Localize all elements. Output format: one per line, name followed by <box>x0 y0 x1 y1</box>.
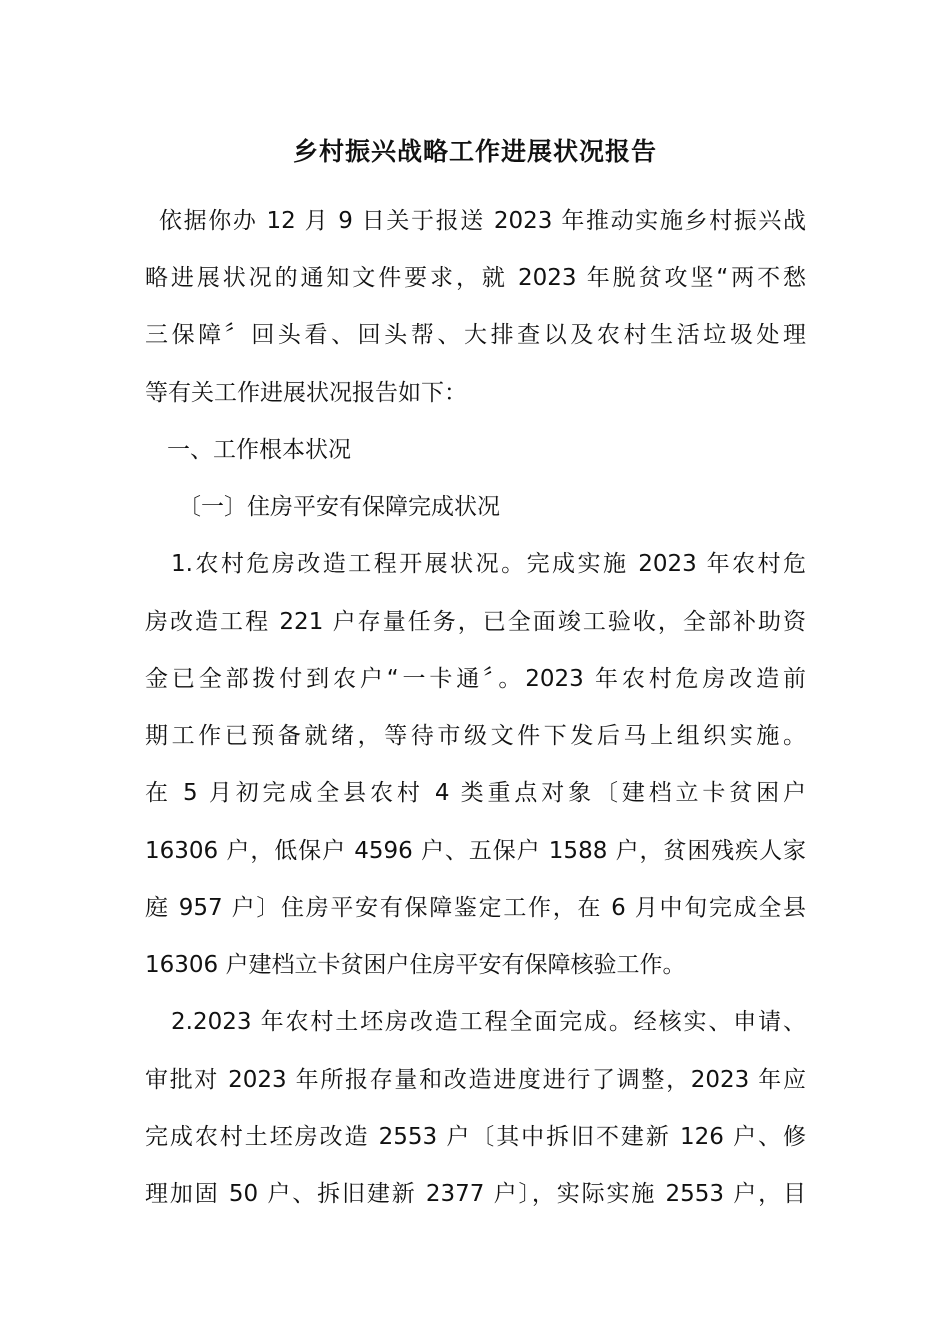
paragraph-line: 16306 户，低保户 4596 户、五保户 1588 户，贫困残疾人家 <box>145 838 806 864</box>
paragraph-line: 房改造工程 221 户存量任务，已全面竣工验收，全部补助资 <box>145 609 806 635</box>
paragraph-line: 在 5 月初完成全县农村 4 类重点对象〔建档立卡贫困户 <box>145 780 806 806</box>
paragraph-line: 三保障〞回头看、回头帮、大排查以及农村生活垃圾处理 <box>145 322 806 348</box>
paragraph-line: 2.2023 年农村土坯房改造工程全面完成。经核实、申请、 <box>171 1009 806 1035</box>
paragraph-line: 金已全部拨付到农户“一卡通〞。2023 年农村危房改造前 <box>145 666 806 692</box>
paragraph-line: 理加固 50 户、拆旧建新 2377 户〕，实际实施 2553 户，目 <box>145 1181 806 1207</box>
paragraph-line: 期工作已预备就绪，等待市级文件下发后马上组织实施。 <box>145 723 806 749</box>
paragraph-line: 16306 户建档立卡贫困户住房平安有保障核验工作。 <box>145 952 686 978</box>
paragraph-line: 1.农村危房改造工程开展状况。完成实施 2023 年农村危 <box>171 551 806 577</box>
paragraph-line: 依据你办 12 月 9 日关于报送 2023 年推动实施乡村振兴战 <box>159 208 806 234</box>
paragraph-line: 略进展状况的通知文件要求，就 2023 年脱贫攻坚“两不愁 <box>145 265 806 291</box>
paragraph-line: 庭 957 户〕住房平安有保障鉴定工作，在 6 月中旬完成全县 <box>145 895 806 921</box>
paragraph-line: 完成农村土坯房改造 2553 户〔其中拆旧不建新 126 户、修 <box>145 1124 806 1150</box>
paragraph-line: 等有关工作进展状况报告如下： <box>145 380 467 406</box>
paragraph-line: 审批对 2023 年所报存量和改造进度进行了调整，2023 年应 <box>145 1067 806 1093</box>
section-heading: 一、工作根本状况 <box>167 437 351 463</box>
document-title: 乡村振兴战略工作进展状况报告 <box>292 137 657 166</box>
subsection-heading: 〔一〕住房平安有保障完成状况 <box>178 494 500 520</box>
